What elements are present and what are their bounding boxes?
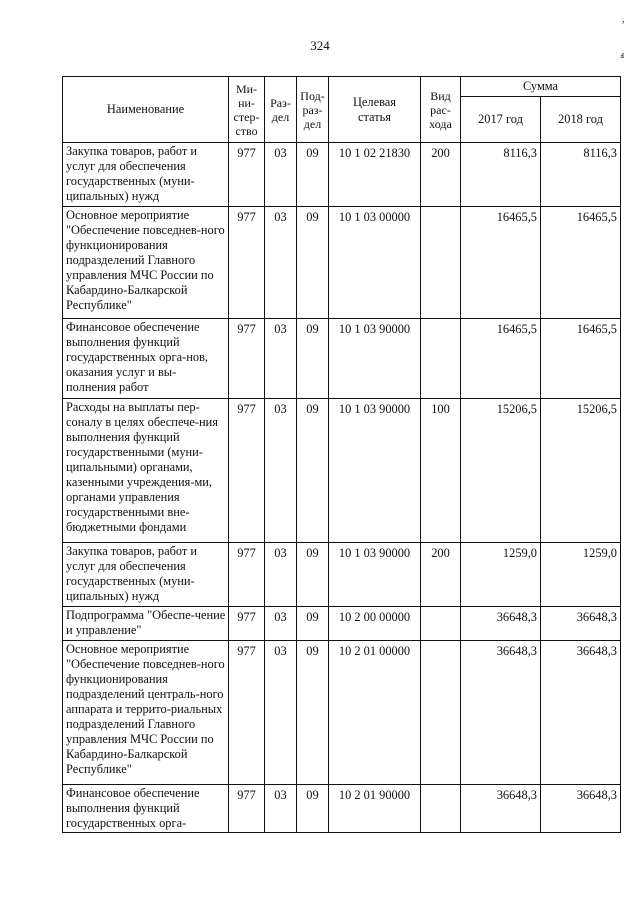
row-ministry: 977	[229, 641, 265, 785]
row-target: 10 1 03 90000	[329, 543, 421, 607]
row-sum-2017: 36648,3	[461, 607, 541, 641]
row-sum-2018: 15206,5	[541, 399, 621, 543]
table-row	[63, 207, 621, 319]
row-sum-2018: 16465,5	[541, 319, 621, 399]
row-ministry: 977	[229, 607, 265, 641]
row-sum-2017: 16465,5	[461, 319, 541, 399]
margin-mark: ,	[622, 14, 625, 25]
budget-table	[62, 76, 621, 833]
row-name: Закупка товаров, работ и услуг для обеспечения государственных (муни-ципальных) нужд	[63, 543, 229, 607]
table-row	[63, 607, 621, 641]
row-type: 200	[421, 143, 461, 207]
row-sum-2018: 36648,3	[541, 641, 621, 785]
row-sum-2017: 36648,3	[461, 785, 541, 833]
header-section: Раз- дел	[265, 77, 297, 143]
row-sum-2017: 16465,5	[461, 207, 541, 319]
row-sum-2017: 15206,5	[461, 399, 541, 543]
table-row	[63, 543, 621, 607]
row-sum-2018: 1259,0	[541, 543, 621, 607]
row-section: 03	[265, 641, 297, 785]
row-ministry: 977	[229, 785, 265, 833]
row-sum-2018: 16465,5	[541, 207, 621, 319]
row-type	[421, 319, 461, 399]
row-subsection: 09	[297, 399, 329, 543]
row-subsection: 09	[297, 319, 329, 399]
header-year-2018: 2018 год	[541, 97, 621, 143]
header-year-2017: 2017 год	[461, 97, 541, 143]
row-section: 03	[265, 399, 297, 543]
row-subsection: 09	[297, 641, 329, 785]
row-ministry: 977	[229, 143, 265, 207]
row-target: 10 2 01 00000	[329, 641, 421, 785]
row-type	[421, 607, 461, 641]
row-name: Финансовое обеспечение выполнения функций государственных орга-нов, оказания услуг и вы-полнения работ	[63, 319, 229, 399]
row-section: 03	[265, 607, 297, 641]
row-name: Основное мероприятие "Обеспечение повседнев-ного функционирования подразделений централь-ного аппарата и террито-риальных подразделений Главного управления МЧС России по Кабардино-Балкарской Республике"	[63, 641, 229, 785]
row-subsection: 09	[297, 143, 329, 207]
margin-mark: ⅎ	[620, 50, 625, 61]
table-row	[63, 399, 621, 543]
row-ministry: 977	[229, 207, 265, 319]
row-sum-2018: 8116,3	[541, 143, 621, 207]
table-row	[63, 143, 621, 207]
row-target: 10 2 01 90000	[329, 785, 421, 833]
row-sum-2018: 36648,3	[541, 785, 621, 833]
row-target: 10 1 03 90000	[329, 399, 421, 543]
row-name: Финансовое обеспечение выполнения функций государственных орга-	[63, 785, 229, 833]
row-type	[421, 641, 461, 785]
row-section: 03	[265, 785, 297, 833]
header-name: Наименование	[63, 77, 229, 143]
row-section: 03	[265, 143, 297, 207]
header-subsection: Под- раз- дел	[297, 77, 329, 143]
row-section: 03	[265, 319, 297, 399]
header-expense-type: Вид рас- хода	[421, 77, 461, 143]
header-sum: Сумма	[461, 77, 621, 97]
row-sum-2017: 36648,3	[461, 641, 541, 785]
row-name: Расходы на выплаты пер-соналу в целях обеспече-ния выполнения функций государственными (муни-ципальными) органами, казенными учреждения-ми, органами управления государственными вне-бюджетными фондами	[63, 399, 229, 543]
row-ministry: 977	[229, 543, 265, 607]
row-target: 10 2 00 00000	[329, 607, 421, 641]
header-ministry: Ми- ни- стер- ство	[229, 77, 265, 143]
row-type	[421, 207, 461, 319]
row-ministry: 977	[229, 399, 265, 543]
row-subsection: 09	[297, 207, 329, 319]
row-subsection: 09	[297, 785, 329, 833]
row-type: 100	[421, 399, 461, 543]
row-type: 200	[421, 543, 461, 607]
table-row	[63, 641, 621, 785]
row-name: Закупка товаров, работ и услуг для обеспечения государственных (муни-ципальных) нужд	[63, 143, 229, 207]
row-ministry: 977	[229, 319, 265, 399]
row-sum-2018: 36648,3	[541, 607, 621, 641]
row-target: 10 1 02 21830	[329, 143, 421, 207]
row-section: 03	[265, 543, 297, 607]
table-row	[63, 785, 621, 833]
row-sum-2017: 1259,0	[461, 543, 541, 607]
table-row	[63, 319, 621, 399]
header-target: Целевая статья	[329, 77, 421, 143]
row-name: Подпрограмма "Обеспе-чение и управление"	[63, 607, 229, 641]
row-sum-2017: 8116,3	[461, 143, 541, 207]
row-subsection: 09	[297, 607, 329, 641]
row-section: 03	[265, 207, 297, 319]
row-subsection: 09	[297, 543, 329, 607]
row-target: 10 1 03 90000	[329, 319, 421, 399]
page-number: 324	[310, 38, 330, 53]
row-target: 10 1 03 00000	[329, 207, 421, 319]
row-name: Основное мероприятие "Обеспечение повседнев-ного функционирования подразделений Главного управления МЧС России по Кабардино-Балкарской Республике"	[63, 207, 229, 319]
row-type	[421, 785, 461, 833]
